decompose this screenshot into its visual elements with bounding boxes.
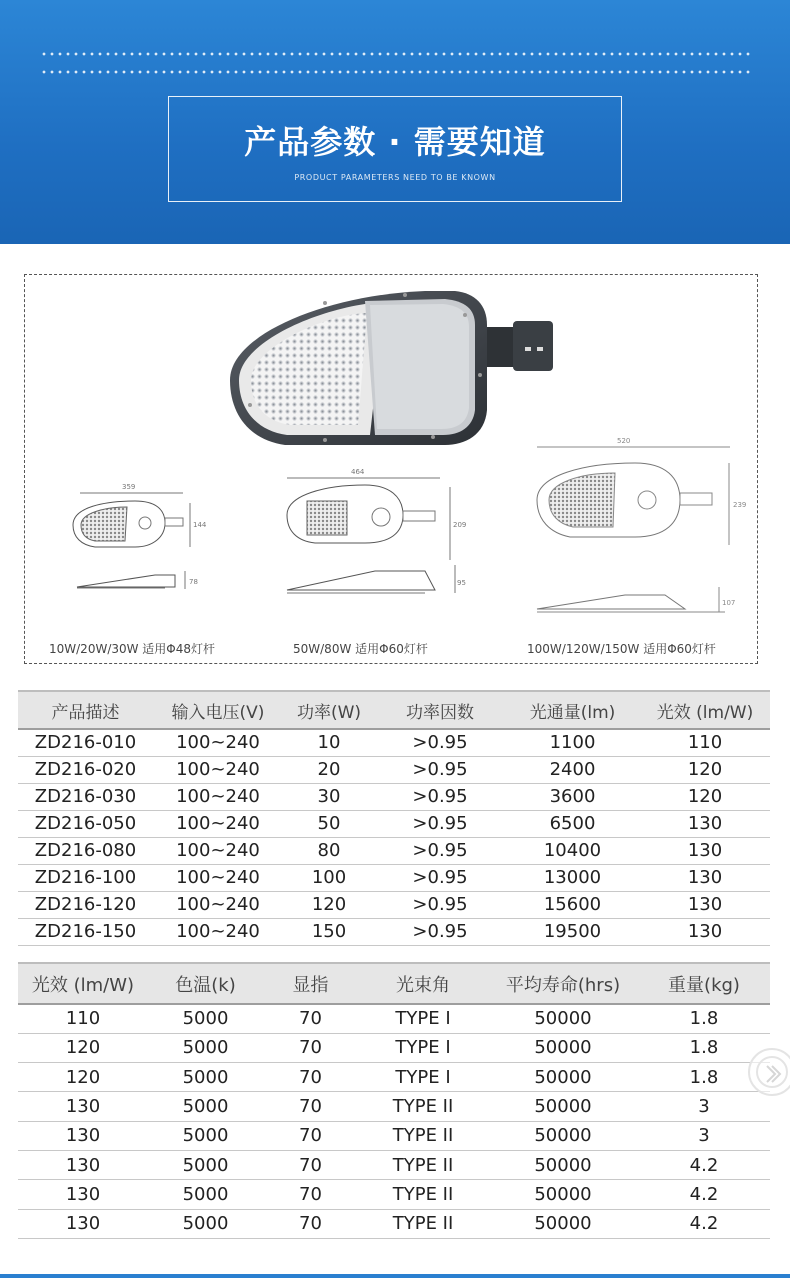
table-cell: 70 [263,1121,358,1150]
table-cell: 150 [283,918,375,945]
table-cell: 13000 [505,864,640,891]
table-cell: >0.95 [375,783,505,810]
table-cell: 10 [283,729,375,756]
table-cell: 6500 [505,810,640,837]
table-header-row [18,963,770,1004]
table-row [18,1209,770,1238]
table-cell: TYPE II [358,1150,488,1179]
table-cell: 15600 [505,891,640,918]
small-model-drawing [73,483,207,589]
table-cell: 1100 [505,729,640,756]
table-cell: 10400 [505,837,640,864]
table-cell: 30 [283,783,375,810]
column-header: 色温(k) [148,963,263,1004]
bottom-accent-bar [0,1274,790,1278]
chevron-right-icon [762,1063,784,1085]
mid-model-drawing [287,468,466,593]
dim-label: 239 [733,501,747,509]
column-header: 平均寿命(hrs) [488,963,638,1004]
table-cell: 50 [283,810,375,837]
large-model-drawing [537,437,746,612]
table-row [18,1033,770,1062]
table-row [18,783,770,810]
table-cell: 1.8 [638,1004,770,1033]
table-row [18,1150,770,1179]
table-cell: 5000 [148,1004,263,1033]
table-cell: 3 [638,1121,770,1150]
table-row [18,756,770,783]
dim-label: 144 [193,521,207,529]
table-cell: 100 [283,864,375,891]
column-header: 显指 [263,963,358,1004]
table-cell: 130 [640,864,770,891]
table-cell: >0.95 [375,729,505,756]
table-cell: 100~240 [153,810,283,837]
table-cell: 100~240 [153,783,283,810]
table-cell: 110 [18,1004,148,1033]
table-row [18,864,770,891]
dim-label: 95 [457,579,466,587]
product-illustration [25,275,759,665]
table-row [18,1180,770,1209]
column-header: 光效 (lm/W) [640,691,770,729]
product-image-panel [24,274,758,664]
table-cell: ZD216-010 [18,729,153,756]
table-cell: TYPE I [358,1033,488,1062]
table-cell: 130 [640,837,770,864]
table-cell: 5000 [148,1121,263,1150]
table-cell: 120 [283,891,375,918]
table-cell: TYPE I [358,1063,488,1092]
table-cell: 50000 [488,1004,638,1033]
table-cell: 70 [263,1063,358,1092]
table-cell: 50000 [488,1033,638,1062]
table-cell: >0.95 [375,918,505,945]
table-cell: 130 [640,891,770,918]
dim-label: 464 [351,468,365,476]
table-cell: TYPE II [358,1180,488,1209]
table-cell: 120 [18,1063,148,1092]
column-header: 输入电压(V) [153,691,283,729]
column-header: 重量(kg) [638,963,770,1004]
table-cell: ZD216-150 [18,918,153,945]
table-cell: >0.95 [375,891,505,918]
table-cell: 50000 [488,1063,638,1092]
table-cell: 100~240 [153,756,283,783]
table-cell: 19500 [505,918,640,945]
dim-label: 359 [122,483,136,491]
table-cell: 50000 [488,1209,638,1238]
main-streetlight [230,291,553,445]
table-cell: 110 [640,729,770,756]
table-cell: 5000 [148,1150,263,1179]
table-cell: 50000 [488,1092,638,1121]
table-cell: ZD216-080 [18,837,153,864]
table-cell: 5000 [148,1092,263,1121]
table-cell: TYPE II [358,1092,488,1121]
table-cell: 50000 [488,1150,638,1179]
table-cell: 5000 [148,1180,263,1209]
table-cell: 70 [263,1209,358,1238]
dot-pattern [40,52,750,56]
table-cell: 70 [263,1150,358,1179]
table-cell: ZD216-030 [18,783,153,810]
table-cell: 1.8 [638,1033,770,1062]
column-header: 功率(W) [283,691,375,729]
table-cell: 120 [640,783,770,810]
table-row [18,1063,770,1092]
table-cell: 5000 [148,1209,263,1238]
table-cell: TYPE II [358,1121,488,1150]
table-cell: >0.95 [375,810,505,837]
table-cell: ZD216-050 [18,810,153,837]
table-row [18,729,770,756]
table-cell: 4.2 [638,1180,770,1209]
page-subtitle: PRODUCT PARAMETERS NEED TO BE KNOWN [294,173,496,182]
table-cell: 130 [18,1121,148,1150]
title-frame [168,96,622,202]
table-cell: 130 [18,1180,148,1209]
table-cell: 130 [640,810,770,837]
table-cell: 3 [638,1092,770,1121]
caption-mid-models: 50W/80W 适用Φ60灯杆 [293,642,428,656]
column-header: 产品描述 [18,691,153,729]
table-cell: 2400 [505,756,640,783]
dim-label: 107 [722,599,736,607]
page-title: 产品参数 · 需要知道 [244,123,546,161]
table-cell: 100~240 [153,864,283,891]
table-cell: 70 [263,1033,358,1062]
table-row [18,891,770,918]
table-cell: >0.95 [375,864,505,891]
table-cell: 130 [640,918,770,945]
dim-label: 209 [453,521,467,529]
column-header: 光通量(lm) [505,691,640,729]
table-cell: 130 [18,1092,148,1121]
caption-small-models: 10W/20W/30W 适用Φ48灯杆 [49,642,216,656]
table-cell: 50000 [488,1180,638,1209]
table-cell: 80 [283,837,375,864]
table-cell: 50000 [488,1121,638,1150]
table-cell: 5000 [148,1063,263,1092]
table-cell: 120 [640,756,770,783]
header-banner [0,0,790,244]
table-cell: 120 [18,1033,148,1062]
table-row [18,837,770,864]
table-cell: 1.8 [638,1063,770,1092]
table-cell: ZD216-100 [18,864,153,891]
table-row [18,1121,770,1150]
table-cell: 70 [263,1004,358,1033]
table-cell: TYPE I [358,1004,488,1033]
spec-table-electrical [18,690,770,946]
dot-pattern [40,70,750,74]
table-cell: >0.95 [375,837,505,864]
table-cell: ZD216-120 [18,891,153,918]
table-cell: 70 [263,1180,358,1209]
column-header: 光束角 [358,963,488,1004]
table-cell: 130 [18,1209,148,1238]
table-cell: 130 [18,1150,148,1179]
dim-label: 78 [189,578,198,586]
table-row [18,918,770,945]
table-cell: >0.95 [375,756,505,783]
table-cell: 4.2 [638,1209,770,1238]
dim-label: 520 [617,437,631,445]
table-row [18,1004,770,1033]
table-cell: 3600 [505,783,640,810]
table-header-row [18,691,770,729]
table-cell: ZD216-020 [18,756,153,783]
table-cell: 4.2 [638,1150,770,1179]
scroll-next-button[interactable] [748,1048,790,1096]
table-cell: 70 [263,1092,358,1121]
table-cell: 5000 [148,1033,263,1062]
table-cell: TYPE II [358,1209,488,1238]
table-row [18,810,770,837]
column-header: 光效 (lm/W) [18,963,148,1004]
table-cell: 20 [283,756,375,783]
column-header: 功率因数 [375,691,505,729]
table-cell: 100~240 [153,891,283,918]
table-row [18,1092,770,1121]
table-cell: 100~240 [153,918,283,945]
table-cell: 100~240 [153,837,283,864]
spec-table-optical [18,962,770,1239]
caption-large-models: 100W/120W/150W 适用Φ60灯杆 [527,642,716,656]
table-cell: 100~240 [153,729,283,756]
